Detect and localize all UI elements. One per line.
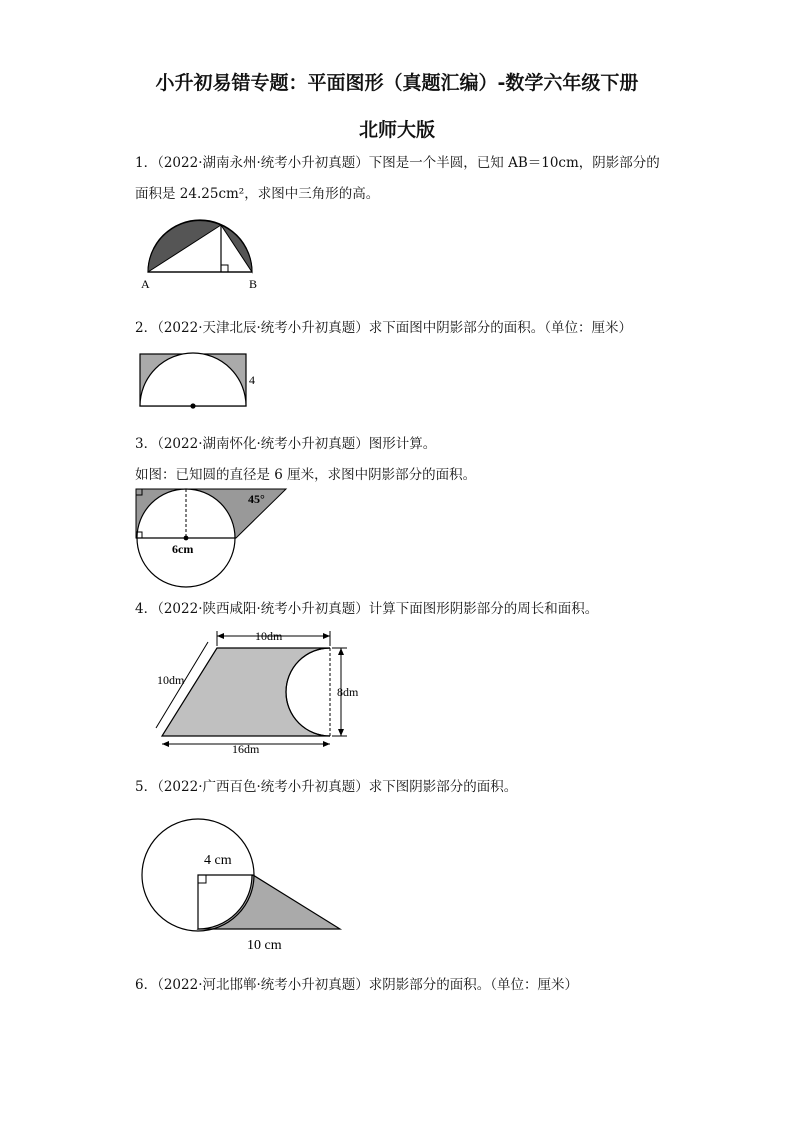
question-4-figure — [145, 622, 375, 758]
label-b: B — [249, 277, 258, 291]
question-2-figure — [135, 350, 265, 412]
label-base: 10 cm — [247, 938, 282, 953]
question-3-text: 3．（2022·湖南怀化·统考小升初真题）图形计算。 — [135, 436, 437, 452]
label-height-dm: 8dm — [337, 685, 359, 699]
question-4-text: 4．（2022·陕西咸阳·统考小升初真题）计算下面图形阴影部分的周长和面积。 — [135, 601, 599, 617]
label-side: 10dm — [157, 673, 185, 687]
question-2-text: 2．（2022·天津北辰·统考小升初真题）求下面图中阴影部分的面积。（单位：厘米） — [135, 320, 633, 336]
document-subtitle: 北师大版 — [358, 119, 435, 141]
question-1-text-line2: 面积是 24.25cm²，求图中三角形的高。 — [135, 186, 380, 202]
question-3-figure — [130, 486, 290, 606]
question-6-text: 6．（2022·河北邯郸·统考小升初真题）求阴影部分的面积。（单位：厘米） — [135, 977, 579, 993]
label-height: 4 — [249, 373, 255, 387]
question-1-text: 1．（2022·湖南永州·统考小升初真题）下图是一个半圆，已知 AB＝10cm，阴影部分的 — [135, 155, 660, 171]
document-title: 小升初易错专题：平面图形（真题汇编）-数学六年级下册 — [155, 72, 639, 94]
question-3-text-line2: 如图：已知圆的直径是 6 厘米，求图中阴影部分的面积。 — [135, 467, 477, 483]
label-top: 10dm — [255, 629, 283, 643]
question-5-text: 5．（2022·广西百色·统考小升初真题）求下图阴影部分的面积。 — [135, 779, 518, 795]
label-a: A — [141, 277, 150, 291]
label-bottom: 16dm — [232, 742, 260, 756]
label-angle: 45° — [248, 492, 265, 506]
question-1-figure — [135, 212, 275, 294]
question-5-figure — [135, 812, 345, 957]
label-radius: 4 cm — [204, 853, 232, 868]
label-diameter: 6cm — [172, 542, 194, 556]
